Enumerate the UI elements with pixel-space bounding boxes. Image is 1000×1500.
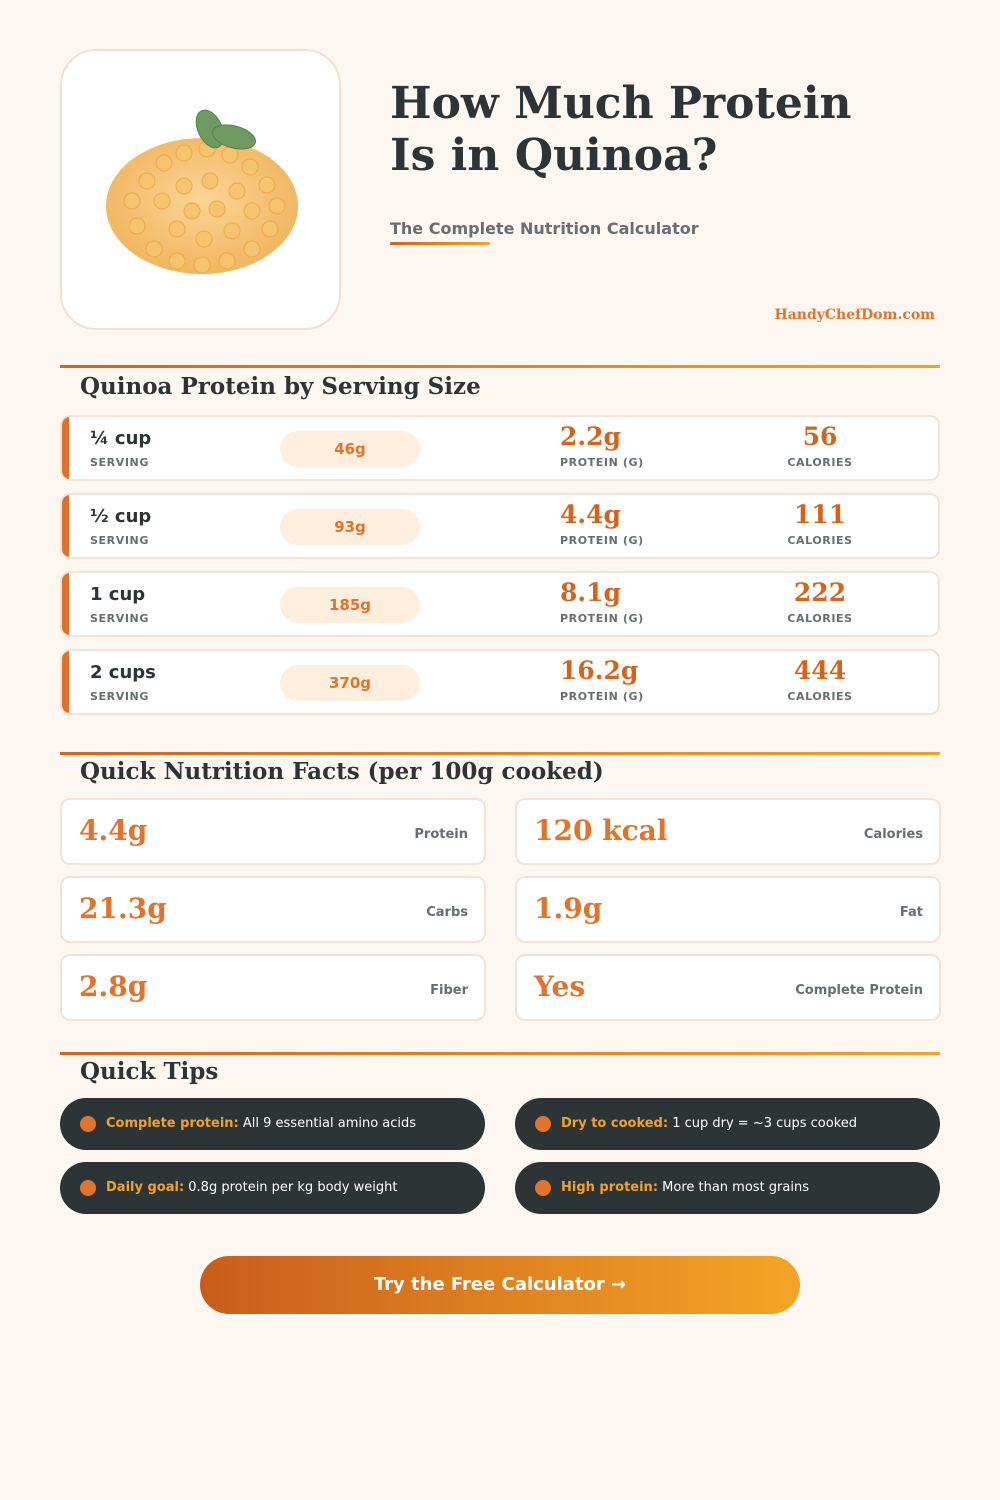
- serving-row: [60, 649, 940, 715]
- tip-text: [106, 1098, 416, 1150]
- try-calculator-button[interactable]: Try the Free Calculator →: [200, 1256, 800, 1314]
- serving-amount: ½ cup: [90, 506, 152, 527]
- calories-label: CALORIES: [787, 456, 853, 469]
- section-divider: [60, 752, 940, 755]
- tip-text: [561, 1098, 857, 1150]
- fact-label: Fat: [899, 905, 923, 920]
- serving-label: SERVING: [90, 456, 149, 469]
- fact-value: 1.9g: [534, 892, 603, 925]
- tip-body: 0.8g protein per kg body weight: [184, 1180, 398, 1195]
- hero-image-card: [60, 49, 341, 330]
- fact-value: 120 kcal: [534, 814, 668, 847]
- calories-value: 111: [793, 500, 847, 529]
- fact-card: [60, 954, 486, 1021]
- protein-label: PROTEIN (G): [560, 612, 644, 625]
- tip-key: Complete protein:: [106, 1116, 239, 1131]
- serving-row: [60, 493, 940, 559]
- protein-value: 4.4g: [560, 500, 621, 529]
- protein-label: PROTEIN (G): [560, 456, 644, 469]
- protein-value: 8.1g: [560, 578, 621, 607]
- tip-text: [561, 1162, 809, 1214]
- protein-value: 16.2g: [560, 656, 639, 685]
- calories-value: 444: [793, 656, 847, 685]
- fact-label: Protein: [414, 827, 468, 842]
- title-line-2: Is in Quinoa?: [390, 130, 718, 181]
- facts-section-title: Quick Nutrition Facts (per 100g cooked): [80, 758, 604, 785]
- weight-badge: 370g: [280, 665, 420, 701]
- tips-section-title: Quick Tips: [80, 1058, 219, 1085]
- tip-body: More than most grains: [658, 1180, 809, 1195]
- page-subtitle: The Complete Nutrition Calculator: [390, 219, 699, 238]
- protein-value: 2.2g: [560, 422, 621, 451]
- weight-badge: 185g: [280, 587, 420, 623]
- calories-value: 56: [802, 422, 838, 451]
- weight-badge: 46g: [280, 431, 420, 467]
- tip-pill: [60, 1162, 485, 1214]
- weight-badge: 93g: [280, 509, 420, 545]
- fact-card: [515, 798, 941, 865]
- tip-pill: [515, 1162, 940, 1214]
- fact-value: 2.8g: [79, 970, 148, 1003]
- calories-label: CALORIES: [787, 534, 853, 547]
- bullet-dot-icon: [80, 1116, 96, 1132]
- fact-card: [60, 876, 486, 943]
- brand-link[interactable]: HandyChefDom.com: [774, 307, 935, 323]
- serving-row: [60, 415, 940, 481]
- fact-card: [515, 954, 941, 1021]
- bullet-dot-icon: [535, 1116, 551, 1132]
- calories-value: 222: [793, 578, 847, 607]
- subtitle-underline: [390, 242, 490, 245]
- fact-value: Yes: [534, 970, 586, 1003]
- serving-label: SERVING: [90, 612, 149, 625]
- tip-key: Daily goal:: [106, 1180, 185, 1195]
- section-divider: [60, 365, 940, 368]
- fact-value: 4.4g: [79, 814, 148, 847]
- serving-row: [60, 571, 940, 637]
- protein-label: PROTEIN (G): [560, 690, 644, 703]
- protein-label: PROTEIN (G): [560, 534, 644, 547]
- fact-value: 21.3g: [79, 892, 167, 925]
- serving-amount: ¼ cup: [90, 428, 152, 449]
- fact-label: Fiber: [430, 983, 468, 998]
- fact-label: Complete Protein: [795, 983, 923, 998]
- bullet-dot-icon: [80, 1180, 96, 1196]
- tip-body: 1 cup dry = ~3 cups cooked: [668, 1116, 858, 1131]
- tip-key: Dry to cooked:: [561, 1116, 669, 1131]
- tip-body: All 9 essential amino acids: [238, 1116, 417, 1131]
- section-divider: [60, 1052, 940, 1055]
- row-accent: [62, 495, 69, 557]
- tip-pill: [60, 1098, 485, 1150]
- calories-label: CALORIES: [787, 690, 853, 703]
- serving-amount: 2 cups: [90, 662, 156, 683]
- bullet-dot-icon: [535, 1180, 551, 1196]
- fact-card: [515, 876, 941, 943]
- tip-key: High protein:: [561, 1180, 659, 1195]
- tip-pill: [515, 1098, 940, 1150]
- fact-label: Carbs: [426, 905, 468, 920]
- serving-amount: 1 cup: [90, 584, 146, 605]
- serving-section-title: Quinoa Protein by Serving Size: [80, 373, 481, 400]
- calories-label: CALORIES: [787, 612, 853, 625]
- row-accent: [62, 573, 69, 635]
- serving-label: SERVING: [90, 690, 149, 703]
- fact-card: [60, 798, 486, 865]
- row-accent: [62, 417, 69, 479]
- quinoa-icon: [92, 91, 312, 291]
- tip-text: [106, 1162, 397, 1214]
- fact-label: Calories: [863, 827, 923, 842]
- serving-label: SERVING: [90, 534, 149, 547]
- title-line-1: How Much Protein: [390, 78, 852, 129]
- row-accent: [62, 651, 69, 713]
- page-title: [390, 78, 950, 182]
